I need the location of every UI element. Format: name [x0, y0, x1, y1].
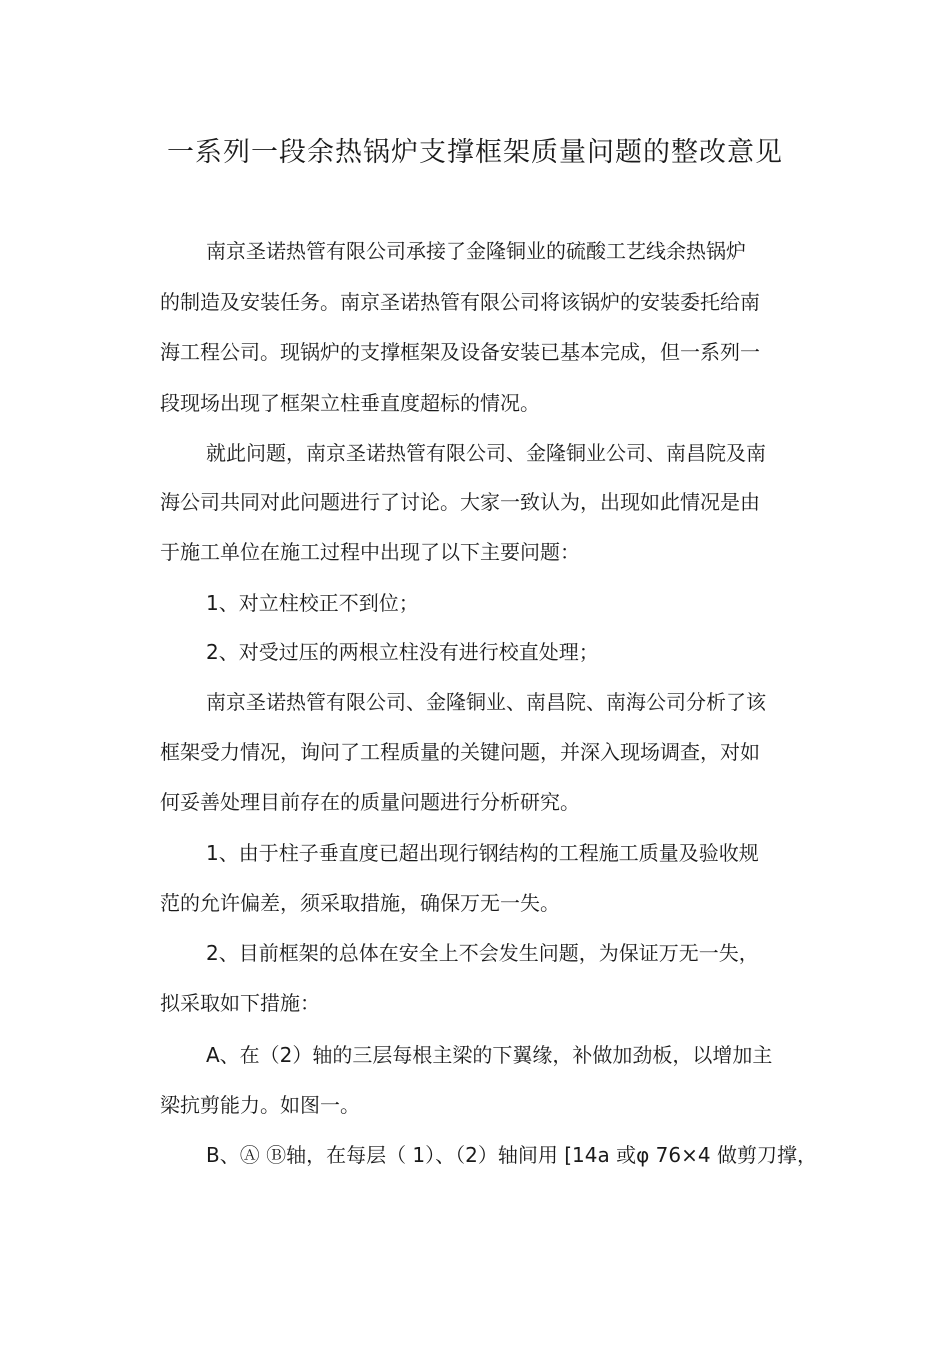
paragraph-2-line-2: 海公司共同对此问题进行了讨论。大家一致认为，出现如此情况是由 [160, 490, 760, 514]
analysis-item-2-line-1: 2、目前框架的总体在安全上不会发生问题，为保证万无一失， [206, 941, 759, 965]
paragraph-3-line-1: 南京圣诺热管有限公司、金隆铜业、南昌院、南海公司分析了该 [206, 690, 766, 714]
analysis-item-1-line-1: 1、由于柱子垂直度已超出现行钢结构的工程施工质量及验收规 [206, 841, 759, 865]
document-title: 一系列一段余热锅炉支撑框架质量问题的整改意见 [167, 137, 783, 168]
paragraph-3-line-3: 何妥善处理目前存在的质量问题进行分析研究。 [160, 790, 580, 814]
paragraph-3-line-2: 框架受力情况，询问了工程质量的关键问题，并深入现场调查，对如 [160, 740, 760, 764]
measure-a-line-1: A、在（2）轴的三层每根主梁的下翼缘，补做加劲板，以增加主 [206, 1043, 773, 1067]
analysis-item-2-line-2: 拟采取如下措施： [160, 991, 320, 1015]
analysis-item-1-line-2: 范的允许偏差，须采取措施，确保万无一失。 [160, 891, 560, 915]
paragraph-1-line-2: 的制造及安装任务。南京圣诺热管有限公司将该锅炉的安装委托给南 [160, 290, 760, 314]
measure-b-line-1: B、Ⓐ Ⓑ轴，在每层（ 1）、（2）轴间用 [14a 或φ 76×4 做剪刀撑， [206, 1143, 817, 1167]
issue-item-2: 2、对受过压的两根立柱没有进行校直处理； [206, 640, 599, 664]
paragraph-2-line-3: 于施工单位在施工过程中出现了以下主要问题： [160, 540, 580, 564]
paragraph-2-line-1: 就此问题，南京圣诺热管有限公司、金隆铜业公司、南昌院及南 [206, 441, 766, 465]
issue-item-1: 1、对立柱校正不到位； [206, 591, 419, 615]
measure-a-line-2: 梁抗剪能力。如图一。 [160, 1093, 360, 1117]
paragraph-1-line-3: 海工程公司。现锅炉的支撑框架及设备安装已基本完成，但一系列一 [160, 340, 760, 364]
paragraph-1-line-1: 南京圣诺热管有限公司承接了金隆铜业的硫酸工艺线余热锅炉 [206, 239, 746, 263]
paragraph-1-line-4: 段现场出现了框架立柱垂直度超标的情况。 [160, 391, 540, 415]
